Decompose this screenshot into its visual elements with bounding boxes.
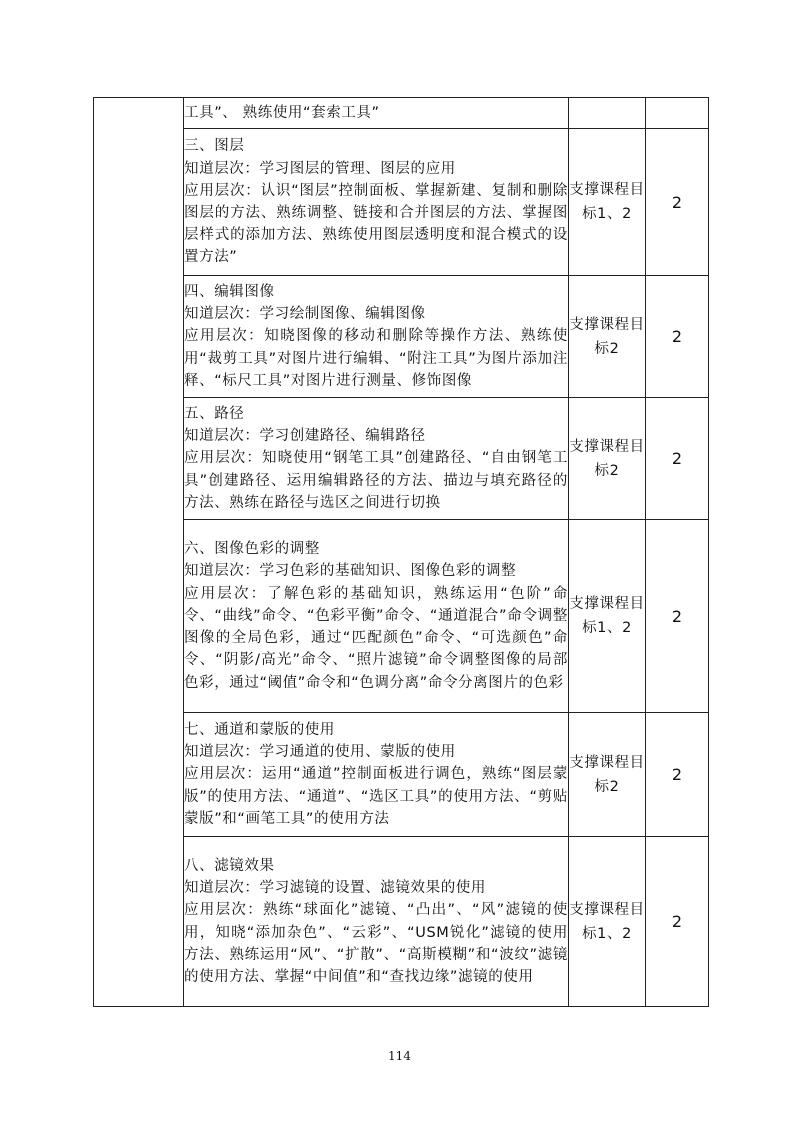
support-cell: 支撑课程目标1、2 [569,520,646,713]
content-line: 八、滤镜效果 [184,857,275,874]
support-cell: 支撑课程目标2 [569,398,646,520]
content-line: 三、图层 [184,138,245,155]
support-cell: 支撑课程目标1、2 [569,837,646,1007]
table-row [94,276,709,398]
content-line: 六、图像色彩的调整 [184,541,320,558]
content-line: 知道层次：学习创建路径、编辑路径 [184,428,426,445]
content-line: 应用层次：了解色彩的基础知识，熟练运用“色阶”命令、“曲线”命令、“色彩平衡”命令、“通道混合”命令调整图像的全局色彩，通过“匹配颜色”命令、“可选颜色”命令、“阴影/高光”命令、“照片滤镜”命令调整图像的局部色彩，通过“阈值”命令和“色调分离”命令分离图片的色彩 [184,585,568,691]
support-cell: 支撑课程目标1、2 [569,129,646,276]
hours-cell: 2 [646,713,709,837]
content-line: 五、路径 [184,405,245,422]
content-line: 知道层次：学习色彩的基础知识、图像色彩的调整 [184,563,517,580]
content-line: 应用层次：熟练“球面化”滤镜、“凸出”、“风”滤镜的使用，知晓“添加杂色”、“云彩”、“USM锐化”滤镜的使用方法、熟练运用“风”、“扩散”、“高斯模糊”和“波纹”滤镜的使用方法、掌握“中间值”和“查找边缘”滤镜的使用 [184,902,568,985]
content-line: 知道层次：学习滤镜的设置、滤镜效果的使用 [184,880,486,897]
hours-cell: 2 [646,276,709,398]
table-row [94,713,709,837]
table-row [94,837,709,1007]
content-line: 知道层次：学习通道的使用、蒙版的使用 [184,744,456,761]
hours-cell: 2 [646,520,709,713]
content-line: 应用层次：知晓使用“钢笔工具”创建路径、“自由钢笔工具”创建路径、运用编辑路径的方法、描边与填充路径的方法、熟练在路径与选区之间进行切换 [184,450,568,511]
table-row [94,398,709,520]
content-cell [184,129,569,276]
content-line: 应用层次：运用“通道”控制面板进行调色，熟练“图层蒙版”的使用方法、“通道”、“选区工具”的使用方法、“剪贴蒙版”和“画笔工具”的使用方法 [184,766,568,827]
content-cell [184,276,569,398]
content-cell [184,98,569,129]
course-content-table [93,97,709,1007]
content-line: 七、通道和蒙版的使用 [184,721,335,738]
page-number: 114 [388,1049,411,1063]
content-line: 四、编辑图像 [184,283,275,300]
table-row [94,98,709,129]
support-cell: 支撑课程目标2 [569,276,646,398]
content-cell [184,398,569,520]
content-cell [184,520,569,713]
hours-cell: 2 [646,398,709,520]
table-row [94,129,709,276]
hours-cell: 2 [646,837,709,1007]
content-line: 应用层次：认识“图层”控制面板、掌握新建、复制和删除图层的方法、熟练调整、链接和合并图层的方法、掌握图层样式的添加方法、熟练使用图层透明度和混合模式的设置方法” [184,182,568,266]
content-line: 工具”、 熟练使用“套索工具” [184,104,380,121]
table-row [94,520,709,713]
hours-cell: 2 [646,129,709,276]
content-cell [184,713,569,837]
chapter-cell [94,98,184,1007]
content-line: 应用层次：知晓图像的移动和删除等操作方法、熟练使用“裁剪工具”对图片进行编辑、“附注工具”为图片添加注释、“标尺工具”对图片进行测量、修饰图像 [184,328,568,389]
content-line: 知道层次：学习图层的管理、图层的应用 [184,160,456,177]
support-cell: 支撑课程目标2 [569,713,646,837]
hours-cell [646,98,709,129]
content-cell [184,837,569,1007]
content-line: 知道层次：学习绘制图像、编辑图像 [184,306,426,323]
support-cell [569,98,646,129]
